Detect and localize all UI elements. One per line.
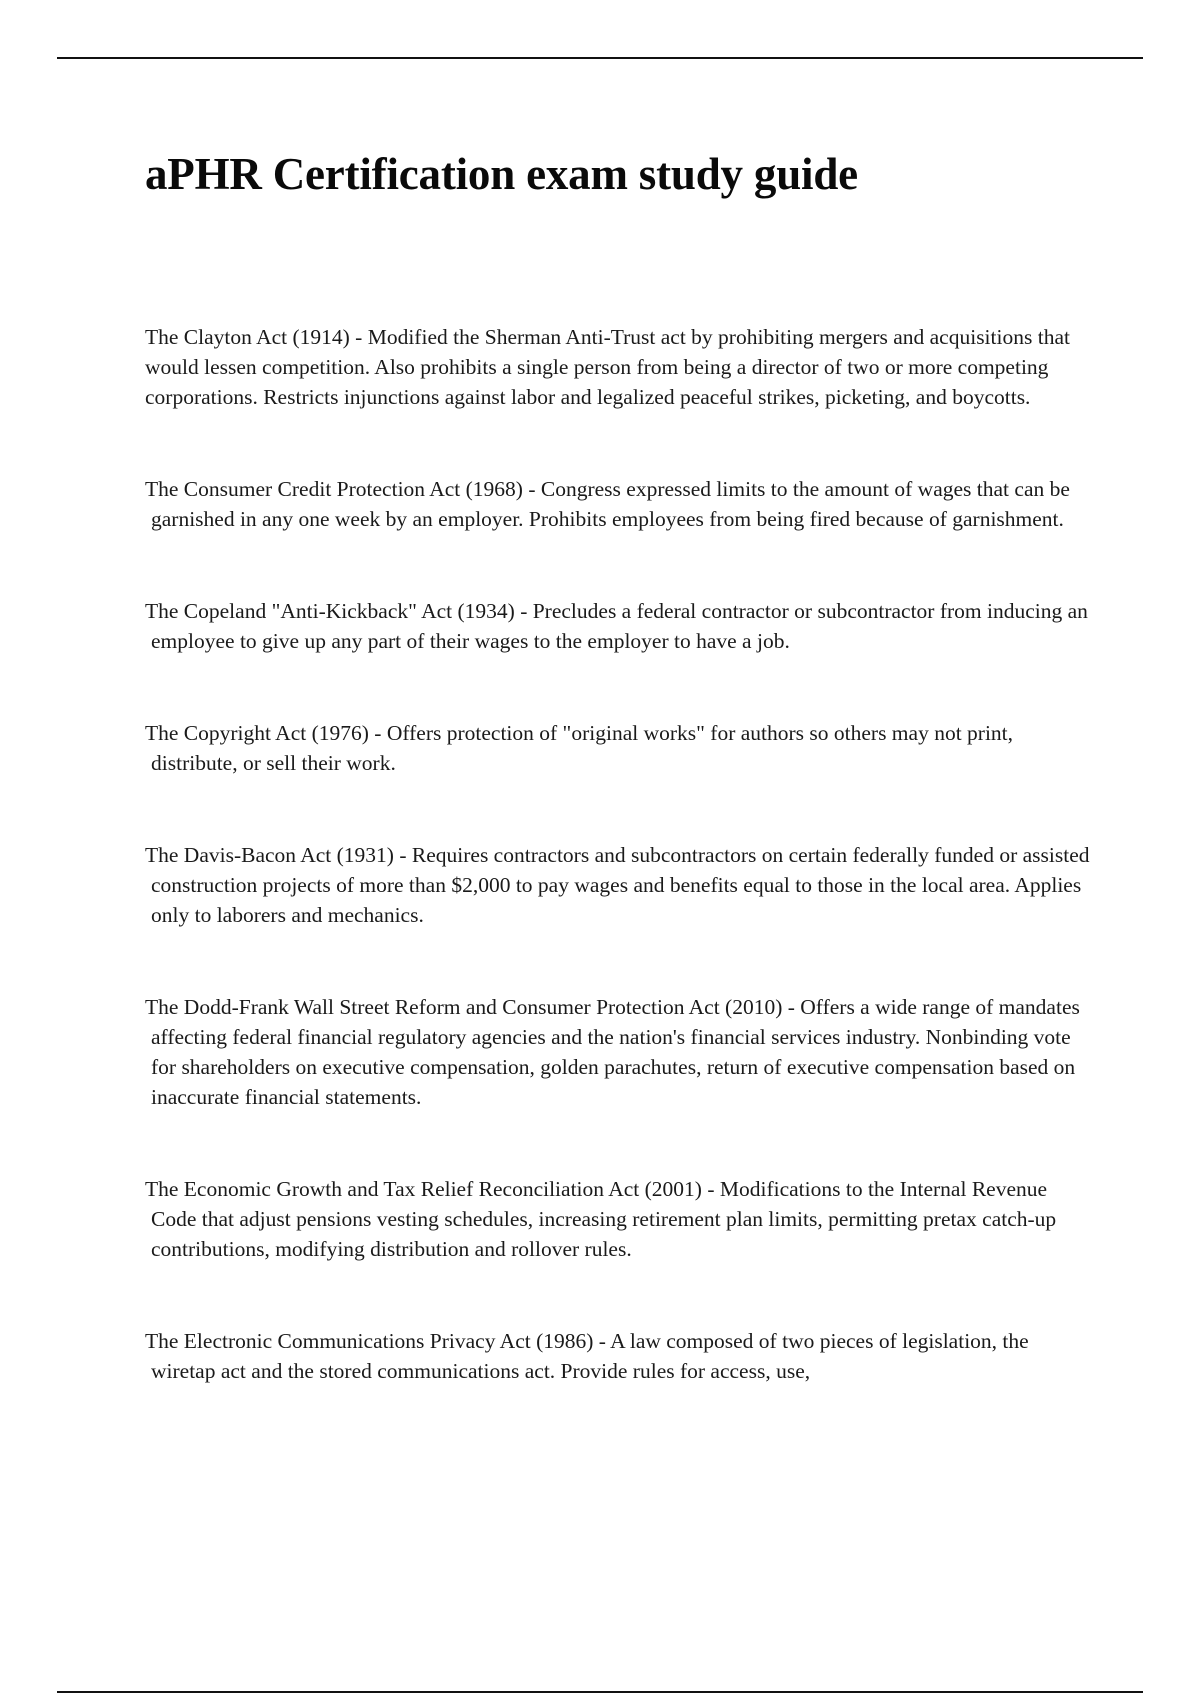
entry-economic-growth-tax-relief-act: The Economic Growth and Tax Relief Reconciliation Act (2001) - Modifications to the Internal Revenue Code that adjust pensions vesting schedules, increasing retirement plan limits, permitting pretax catch-up contributions, modifying distribution and rollover rules. xyxy=(145,1177,1057,1261)
document-title: aPHR Certification exam study guide xyxy=(145,149,858,199)
entry-electronic-communications-privacy-act: The Electronic Communications Privacy Act (1986) - A law composed of two pieces of legislation, the wiretap act and the stored communications act. Provide rules for access, use, xyxy=(145,1329,1029,1383)
entry-davis-bacon-act: The Davis-Bacon Act (1931) - Requires contractors and subcontractors on certain federally funded or assisted construction projects of more than $2,000 to pay wages and benefits equal to those in the local area. Applies only to laborers and mechanics. xyxy=(145,843,1090,927)
entry-copeland-anti-kickback-act: The Copeland "Anti-Kickback" Act (1934) - Precludes a federal contractor or subcontractor from inducing an employee to give up any part of their wages to the employer to have a job. xyxy=(145,599,1088,653)
bottom-divider xyxy=(57,1691,1143,1693)
entry-copyright-act: The Copyright Act (1976) - Offers protection of "original works" for authors so others may not print, distribute, or sell their work. xyxy=(145,721,1014,775)
entry-list xyxy=(145,322,1095,1448)
entry-clayton-act: The Clayton Act (1914) - Modified the Sherman Anti-Trust act by prohibiting mergers and acquisitions that would lessen competition. Also prohibits a single person from being a director of two or more competing corporations. Restricts injunctions against labor and legalized peaceful strikes, picketing, and boycotts. xyxy=(145,325,1070,409)
entry-consumer-credit-protection-act: The Consumer Credit Protection Act (1968) - Congress expressed limits to the amount of wages that can be garnished in any one week by an employer. Prohibits employees from being fired because of garnishment. xyxy=(145,477,1070,531)
top-divider xyxy=(57,57,1143,59)
entry-dodd-frank-act: The Dodd-Frank Wall Street Reform and Consumer Protection Act (2010) - Offers a wide range of mandates affecting federal financial regulatory agencies and the nation's financial services industry. Nonbinding vote for shareholders on executive compensation, golden parachutes, return of executive compensation based on inaccurate financial statements. xyxy=(145,995,1080,1109)
